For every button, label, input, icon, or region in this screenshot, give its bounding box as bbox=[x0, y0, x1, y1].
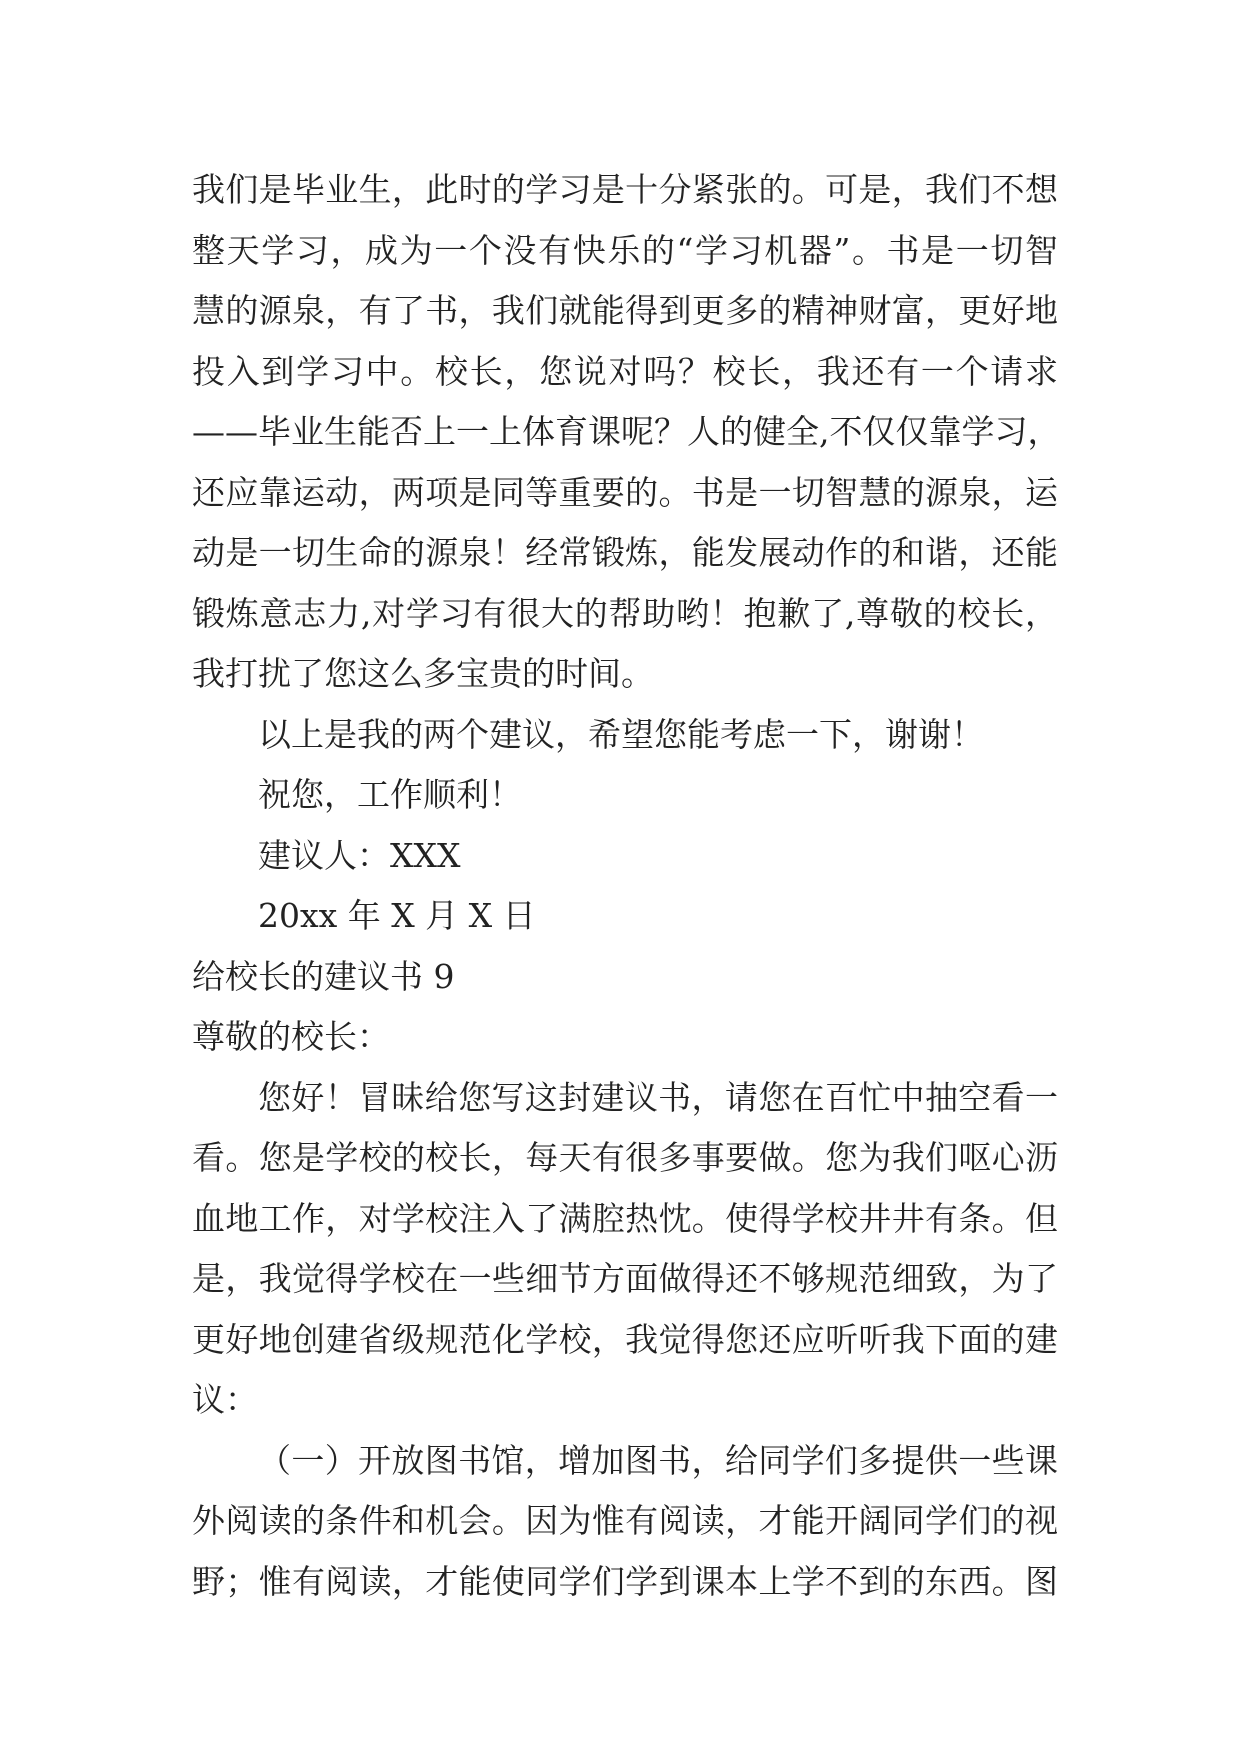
date-line: 20xx 年 X 月 X 日 bbox=[258, 896, 536, 935]
paragraph-line: （一）开放图书馆，增加图书，给同学们多提供一些课 bbox=[258, 1440, 1058, 1480]
paragraph-line: 更好地创建省级规范化学校，我觉得您还应听听我下面的建 bbox=[192, 1319, 1058, 1359]
paragraph-line: 野；惟有阅读，才能使同学们学到课本上学不到的东西。图 bbox=[192, 1561, 1058, 1601]
signature-line: 建议人：XXX bbox=[258, 835, 461, 875]
paragraph-line: 我们是毕业生，此时的学习是十分紧张的。可是，我们不想 bbox=[192, 170, 1058, 209]
paragraph-line: ——毕业生能否上一上体育课呢？人的健全,不仅仅靠学习， bbox=[192, 412, 1061, 451]
paragraph-line: 议： bbox=[192, 1380, 258, 1419]
paragraph-line: 是，我觉得学校在一些细节方面做得还不够规范细致，为了 bbox=[192, 1259, 1058, 1298]
paragraph-line: 我打扰了您这么多宝贵的时间。 bbox=[192, 654, 654, 693]
section-title: 给校长的建议书 9 bbox=[192, 956, 455, 996]
paragraph-line: 锻炼意志力,对学习有很大的帮助哟！抱歉了,尊敬的校长， bbox=[192, 593, 1058, 633]
paragraph-line: 看。您是学校的校长，每天有很多事要做。您为我们呕心沥 bbox=[192, 1138, 1058, 1177]
paragraph-line: 外阅读的条件和机会。因为惟有阅读，才能开阔同学们的视 bbox=[192, 1501, 1058, 1540]
paragraph-line: 血地工作，对学校注入了满腔热忱。使得学校井井有条。但 bbox=[192, 1198, 1058, 1238]
paragraph-line: 投入到学习中。校长，您说对吗？校长，我还有一个请求 bbox=[192, 351, 1058, 391]
paragraph-line: 您好！冒昧给您写这封建议书，请您在百忙中抽空看一 bbox=[258, 1077, 1058, 1117]
paragraph-line: 慧的源泉，有了书，我们就能得到更多的精神财富，更好地 bbox=[192, 291, 1058, 330]
paragraph-line: 还应靠运动，两项是同等重要的。书是一切智慧的源泉，运 bbox=[192, 472, 1058, 512]
paragraph-line: 动是一切生命的源泉！经常锻炼，能发展动作的和谐，还能 bbox=[192, 533, 1058, 572]
salutation: 尊敬的校长： bbox=[192, 1017, 390, 1056]
closing-line: 以上是我的两个建议，希望您能考虑一下，谢谢！ bbox=[258, 714, 984, 754]
closing-wish: 祝您，工作顺利！ bbox=[258, 775, 522, 814]
document-body bbox=[192, 160, 1061, 1612]
paragraph-line: 整天学习，成为一个没有快乐的“学习机器”。书是一切智 bbox=[192, 230, 1058, 270]
